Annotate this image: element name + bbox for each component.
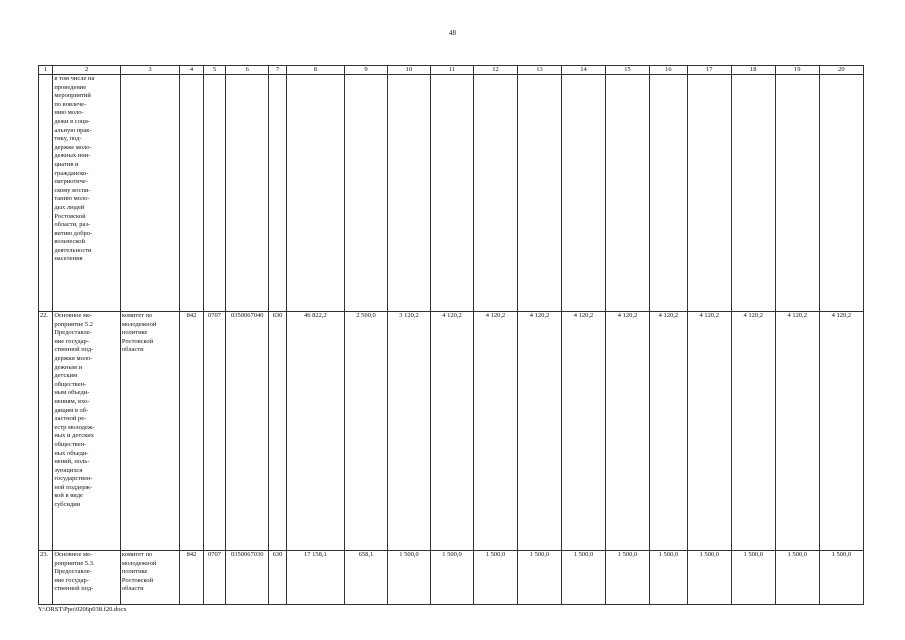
file-path-footer: Y:\ORST\Ppo\0206p038.f20.docx (38, 606, 127, 613)
column-header: 16 (649, 66, 687, 75)
column-header: 3 (120, 66, 179, 75)
amount-cell: 1 500,0 (517, 551, 561, 605)
column-header: 5 (203, 66, 226, 75)
code-cell: 842 (180, 312, 204, 551)
column-header: 10 (387, 66, 430, 75)
column-header: 19 (775, 66, 819, 75)
code-cell (226, 75, 269, 312)
amount-cell: 1 500,0 (473, 551, 517, 605)
executor-cell (120, 75, 179, 312)
amount-cell: 1 500,0 (687, 551, 731, 605)
amount-cell: 2 500,0 (344, 312, 387, 551)
amount-cell: 4 120,2 (517, 312, 561, 551)
amount-cell (775, 75, 819, 312)
description-cell: Основное ме- роприятие 5.2 Предоставле- ние государ- ственной под- держки моло- дежным и детским обществен- ным объеди- нениям, вхо- дящим в об- ластной ре- естр молодеж- ных и детских обществен- ных объеди- нений, поль- зующихся государствен- ной поддерж- кой в виде субсидии (53, 312, 121, 551)
amount-cell: 1 500,0 (819, 551, 863, 605)
header-row (39, 66, 864, 75)
amount-cell (473, 75, 517, 312)
amount-cell: 3 120,2 (387, 312, 430, 551)
column-header: 18 (731, 66, 775, 75)
amount-cell: 658,1 (344, 551, 387, 605)
amount-cell: 1 500,0 (430, 551, 473, 605)
table-row (39, 75, 864, 312)
amount-cell: 17 158,1 (286, 551, 344, 605)
code-cell: 0707 (203, 551, 226, 605)
code-cell: 0707 (203, 312, 226, 551)
column-header: 8 (286, 66, 344, 75)
column-header: 13 (517, 66, 561, 75)
column-header: 9 (344, 66, 387, 75)
executor-cell: комитет по молодежной политике Ростовской области (120, 312, 179, 551)
column-header: 4 (180, 66, 204, 75)
amount-cell (605, 75, 649, 312)
column-header: 11 (430, 66, 473, 75)
amount-cell: 46 822,2 (286, 312, 344, 551)
column-header: 6 (226, 66, 269, 75)
amount-cell: 1 500,0 (649, 551, 687, 605)
description-cell: Основное ме- роприятие 5.3. Предоставле- ние государ- ственной под- (53, 551, 121, 605)
amount-cell: 1 500,0 (731, 551, 775, 605)
amount-cell: 4 120,2 (819, 312, 863, 551)
column-header: 14 (561, 66, 605, 75)
amount-cell (517, 75, 561, 312)
amount-cell: 4 120,2 (649, 312, 687, 551)
column-header: 1 (39, 66, 53, 75)
page-number: 48 (449, 29, 456, 37)
description-cell: в том числе на проведение мероприятий по вовлече- нию моло- дежи в соци- альную прак- тику, под- держке моло- дежных ини- циатив и гражданско- патриотиче- скому воспи- танию моло- дых людей Ростовской области, раз- витию добро- вольческой деятельности населения (53, 75, 121, 312)
amount-cell (286, 75, 344, 312)
amount-cell: 4 120,2 (561, 312, 605, 551)
code-cell (269, 75, 286, 312)
amount-cell (561, 75, 605, 312)
amount-cell: 4 120,2 (775, 312, 819, 551)
column-header: 17 (687, 66, 731, 75)
code-cell (203, 75, 226, 312)
amount-cell: 4 120,2 (473, 312, 517, 551)
column-header: 15 (605, 66, 649, 75)
amount-cell: 4 120,2 (687, 312, 731, 551)
amount-cell (387, 75, 430, 312)
column-header: 2 (53, 66, 121, 75)
column-header: 7 (269, 66, 286, 75)
amount-cell (731, 75, 775, 312)
amount-cell: 4 120,2 (605, 312, 649, 551)
code-cell: 0350067040 (226, 312, 269, 551)
table-row (39, 312, 864, 551)
amount-cell: 1 500,0 (605, 551, 649, 605)
amount-cell (819, 75, 863, 312)
row-number-cell (39, 75, 53, 312)
amount-cell: 1 500,0 (775, 551, 819, 605)
amount-cell: 1 500,0 (561, 551, 605, 605)
column-header: 12 (473, 66, 517, 75)
code-cell: 0350067030 (226, 551, 269, 605)
amount-cell (344, 75, 387, 312)
code-cell: 630 (269, 551, 286, 605)
code-cell: 630 (269, 312, 286, 551)
amount-cell: 4 120,2 (731, 312, 775, 551)
table-row (39, 551, 864, 605)
amount-cell: 1 500,0 (387, 551, 430, 605)
amount-cell: 4 120,2 (430, 312, 473, 551)
code-cell (180, 75, 204, 312)
amount-cell (430, 75, 473, 312)
column-header: 20 (819, 66, 863, 75)
row-number-cell: 22. (39, 312, 53, 551)
budget-table (38, 65, 864, 605)
row-number-cell: 23. (39, 551, 53, 605)
amount-cell (649, 75, 687, 312)
amount-cell (687, 75, 731, 312)
executor-cell: комитет по молодежной политике Ростовской области (120, 551, 179, 605)
code-cell: 842 (180, 551, 204, 605)
